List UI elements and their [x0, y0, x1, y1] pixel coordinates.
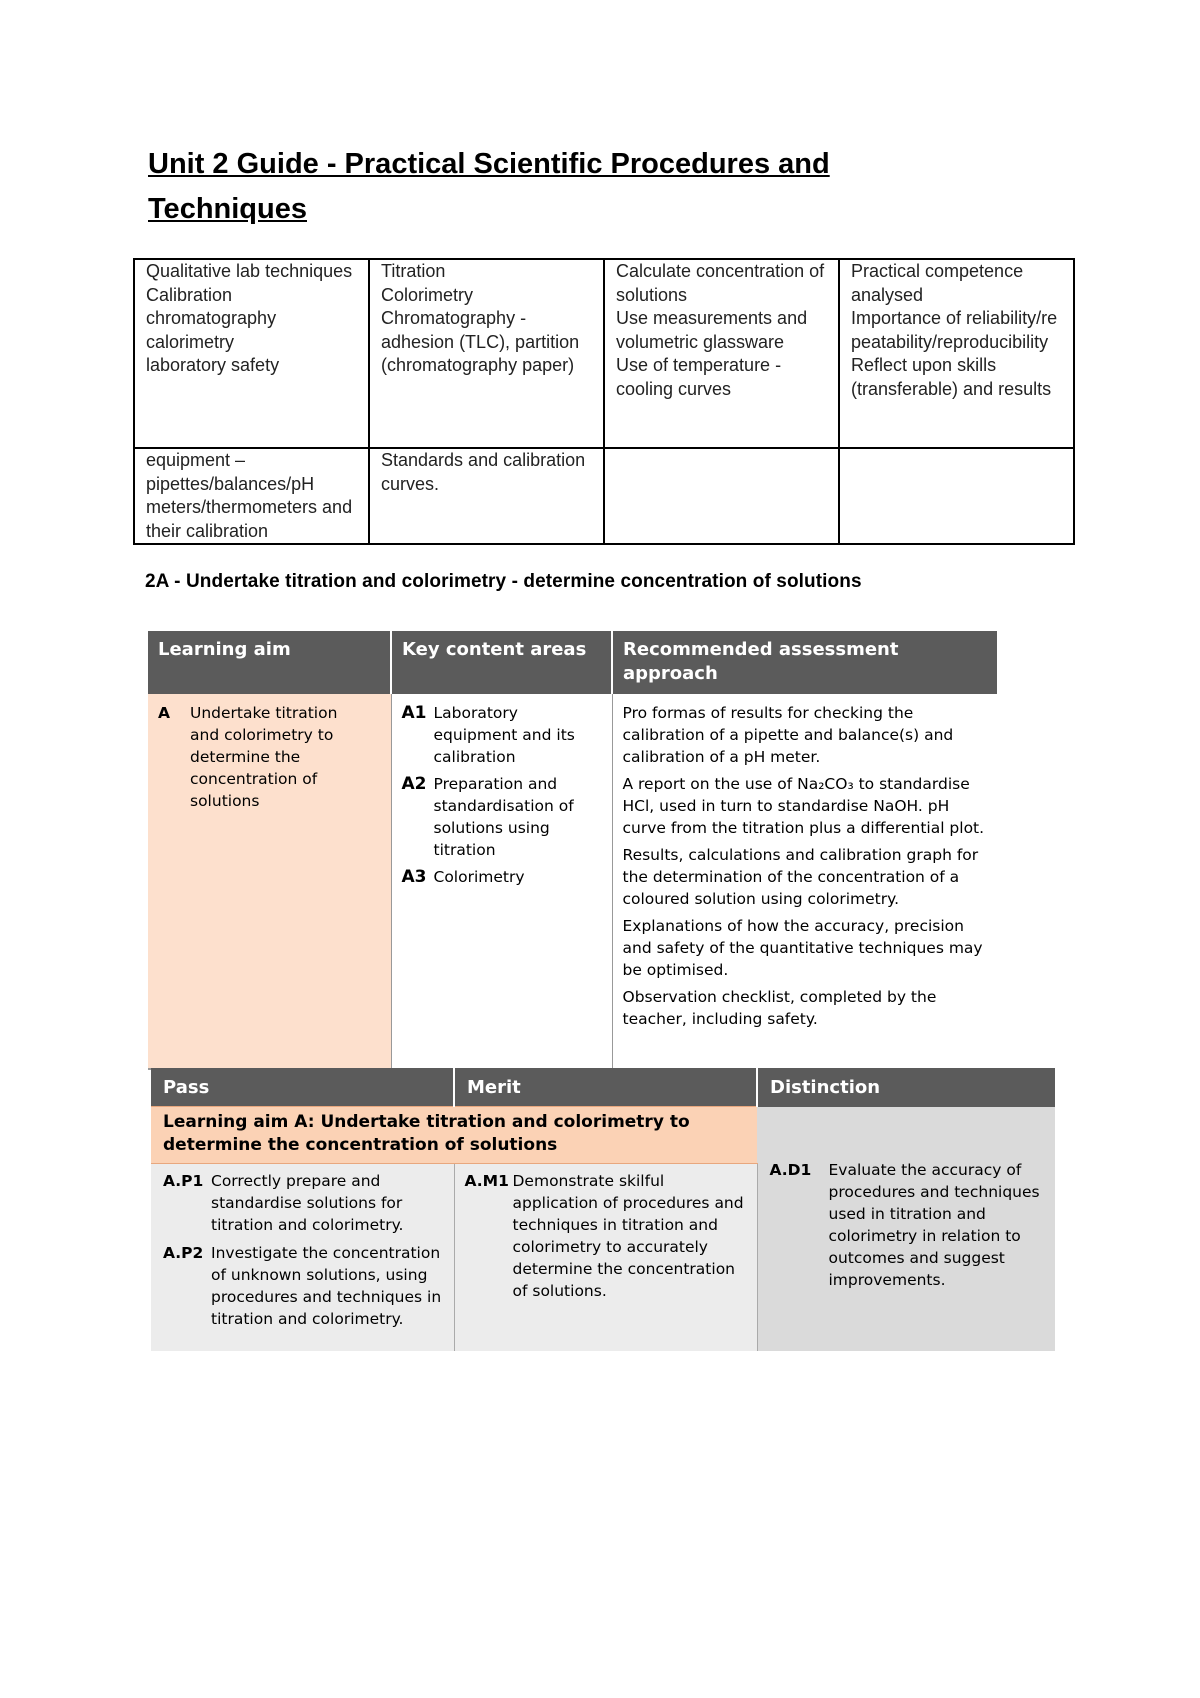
overview-line: Colorimetry	[381, 284, 474, 305]
overview-line: Titration	[381, 261, 446, 281]
assessment-item: Observation checklist, completed by the teacher, including safety.	[622, 988, 937, 1028]
overview-line: laboratory safety	[146, 355, 280, 375]
assessment-item: Pro formas of results for checking the calibration of a pipette and balance(s) and calibration of a pH meter.	[622, 704, 954, 766]
content-area-code: A1	[401, 703, 427, 723]
aim-header-row	[148, 631, 997, 694]
overview-cell-empty	[839, 448, 1074, 544]
criterion-code: A.P2	[163, 1244, 204, 1262]
pass-cell	[151, 1164, 454, 1352]
assessment-cell	[612, 694, 997, 1069]
overview-line: Use measurements and volumetric glassware	[616, 308, 808, 352]
overview-line: chromatography	[146, 308, 277, 328]
criterion-text: Evaluate the accuracy of procedures and techniques used in titration and colorimetry in relation to outcomes and suggest improvements.	[828, 1160, 1040, 1289]
header-pass: Pass	[151, 1068, 454, 1107]
criterion-code: A.P1	[163, 1172, 204, 1190]
aim-letter: A	[158, 704, 170, 722]
overview-line: Standards and calibration curves.	[381, 450, 586, 494]
overview-table	[133, 258, 1075, 545]
overview-cell	[134, 448, 369, 544]
content-area-item	[402, 866, 604, 888]
overview-cell	[604, 259, 839, 448]
overview-line: Practical competence analysed	[851, 261, 1024, 305]
grading-table	[151, 1068, 1055, 1351]
criterion-code: A.D1	[769, 1160, 812, 1179]
overview-line: calorimetry	[146, 331, 235, 352]
overview-row	[134, 259, 1074, 448]
criterion-text: Demonstrate skilful application of procedures and techniques in titration and colorimetry to accurately determine the concentration of solutions.	[512, 1172, 744, 1300]
overview-cell-empty	[604, 448, 839, 544]
header-distinction: Distinction	[757, 1068, 1055, 1107]
content-area-code: A2	[401, 774, 427, 794]
content-area-text: Colorimetry	[433, 868, 525, 886]
overview-line: Reflect upon skills (transferable) and results	[851, 355, 1052, 399]
learning-aim-table	[148, 631, 997, 1070]
overview-cell	[134, 259, 369, 448]
criterion-text: Correctly prepare and standardise solutions for titration and colorimetry.	[211, 1172, 404, 1234]
criterion-text: Investigate the concentration of unknown solutions, using procedures and techniques in titration and colorimetry.	[211, 1244, 442, 1328]
criterion-code: A.M1	[464, 1172, 509, 1190]
header-learning-aim: Learning aim	[148, 631, 391, 694]
assessment-item: Results, calculations and calibration graph for the determination of the concentration of a coloured solution using colorimetry.	[622, 846, 979, 908]
assessment-item: Explanations of how the accuracy, precision and safety of the quantitative techniques may be optimised.	[622, 917, 983, 979]
overview-line: Calculate concentration of solutions	[616, 261, 825, 305]
content-areas-cell	[391, 694, 612, 1069]
aim-text: Undertake titration and colorimetry to determine the concentration of solutions	[190, 704, 338, 810]
content-area-code: A3	[401, 867, 427, 887]
criterion-item	[163, 1170, 446, 1236]
criterion-item	[465, 1170, 749, 1302]
overview-cell	[369, 259, 604, 448]
section-heading: 2A - Undertake titration and colorimetry - determine concentration of solutions	[145, 571, 862, 592]
overview-line: Qualitative lab techniques	[146, 261, 353, 281]
grading-aim-text: Learning aim A: Undertake titration and colorimetry to determine the concentration of solutions	[151, 1107, 757, 1164]
merit-cell	[454, 1164, 757, 1352]
page-title: Unit 2 Guide - Practical Scientific Procedures and Techniques	[148, 148, 830, 225]
overview-line: Importance of reliability/repeatability/reproducibility	[851, 308, 1058, 352]
overview-cell	[369, 448, 604, 544]
content-area-text: Laboratory equipment and its calibration	[433, 704, 575, 766]
distinction-cell	[757, 1107, 1055, 1352]
overview-line: Chromatography - adhesion (TLC), partition (chromatography paper)	[381, 308, 580, 375]
overview-row	[134, 448, 1074, 544]
content-area-item	[402, 702, 604, 768]
assessment-item: A report on the use of Na₂CO₃ to standardise HCl, used in turn to standardise NaOH. pH curve from the titration plus a differential plot.	[622, 775, 985, 837]
content-area-text: Preparation and standardisation of solutions using titration	[433, 775, 574, 859]
header-key-content: Key content areas	[391, 631, 612, 694]
header-merit: Merit	[454, 1068, 757, 1107]
criterion-item	[770, 1159, 1048, 1291]
content-area-item	[402, 773, 604, 861]
overview-line: Use of temperature - cooling curves	[616, 355, 782, 399]
learning-aim-cell	[148, 694, 391, 1069]
header-assessment: Recommended assessment approach	[612, 631, 997, 694]
overview-line: equipment – pipettes/balances/pH meters/thermometers and their calibration	[146, 450, 353, 541]
grading-header-row	[151, 1068, 1055, 1107]
overview-line: Calibration	[146, 284, 233, 305]
criterion-item	[163, 1242, 446, 1330]
aim-body-row	[148, 694, 997, 1069]
overview-cell	[839, 259, 1074, 448]
grading-aim-row	[151, 1107, 1055, 1164]
